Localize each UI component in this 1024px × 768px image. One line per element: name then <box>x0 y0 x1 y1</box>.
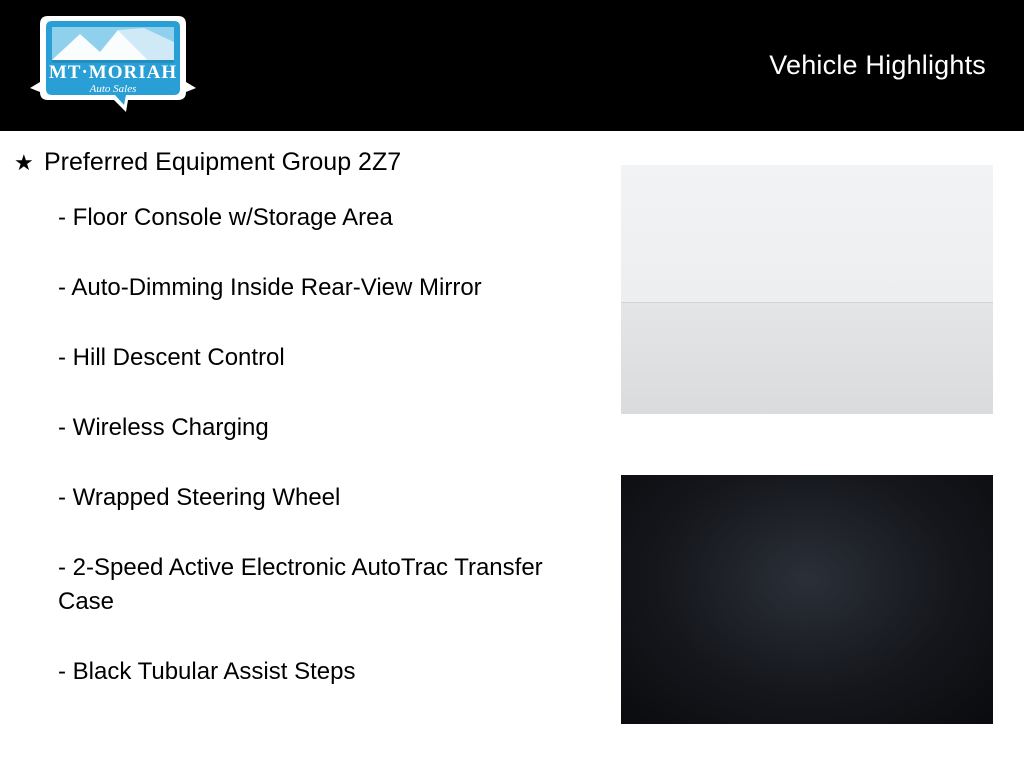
list-item: - 2-Speed Active Electronic AutoTrac Transfer Case <box>58 554 543 615</box>
star-bullet-icon: ★ <box>14 150 34 175</box>
feature-heading-row <box>14 145 594 179</box>
cluster-background <box>621 475 993 724</box>
list-item: - Hill Descent Control <box>58 344 285 371</box>
dealer-logo <box>18 8 208 120</box>
page-title: Vehicle Highlights <box>769 50 986 80</box>
feature-heading: Preferred Equipment Group 2Z7 <box>44 148 402 176</box>
list-item: - Wireless Charging <box>58 414 269 441</box>
svg-text:MT·MORIAH: MT·MORIAH <box>48 62 178 83</box>
studio-floor-line <box>621 302 993 303</box>
list-item: - Wrapped Steering Wheel <box>58 484 341 511</box>
slide-content <box>0 131 1024 768</box>
vehicle-exterior-photo <box>621 165 993 414</box>
page-header <box>0 0 1024 131</box>
mountain-logo-icon <box>18 8 208 120</box>
list-item: - Floor Console w/Storage Area <box>58 204 393 231</box>
studio-background <box>621 165 993 414</box>
svg-text:Auto Sales: Auto Sales <box>89 83 137 95</box>
feature-list <box>14 145 594 725</box>
instrument-cluster-photo <box>621 475 993 724</box>
list-item: - Black Tubular Assist Steps <box>58 658 356 685</box>
list-item: - Auto-Dimming Inside Rear-View Mirror <box>58 274 482 301</box>
